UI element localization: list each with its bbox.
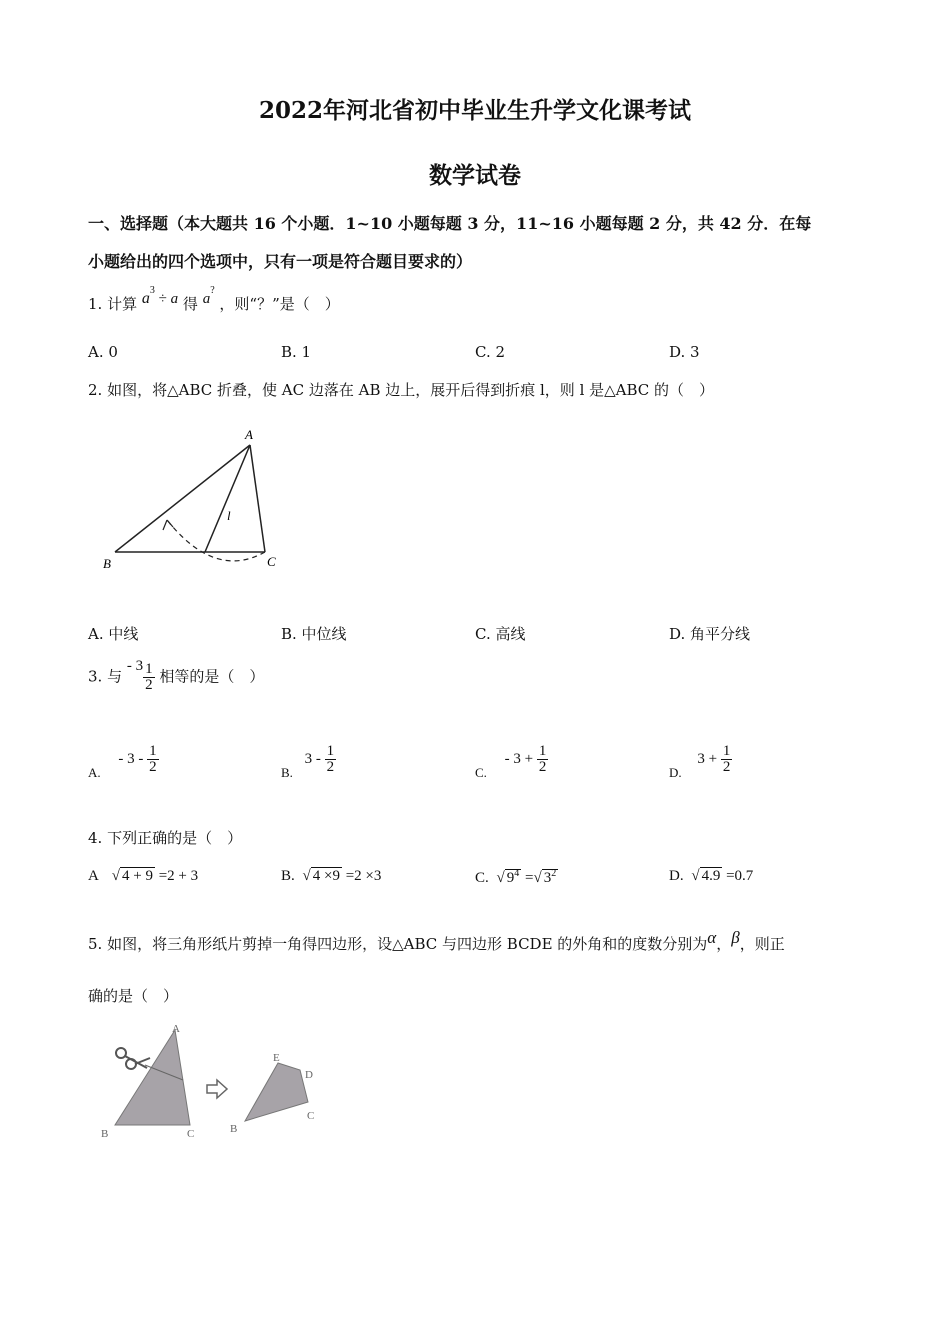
q1-option-a: A. 0: [88, 343, 118, 361]
label-b2: B: [230, 1123, 238, 1135]
q3-num: 1: [145, 661, 153, 677]
q4-b-radicand: 4 ×9: [312, 868, 340, 884]
q5-text-b: ，则正: [739, 935, 785, 953]
q4-c-radicand: [505, 869, 522, 886]
q4-option-c: C. √ $9^4$ =√ $3^2$: [475, 868, 557, 886]
q4-b-rest: =2 ×3: [341, 868, 382, 884]
q4-c-exp2: 2: [551, 868, 557, 879]
q5-figure: [95, 1020, 335, 1150]
q4-option-b: B. √ 4 ×9 =2 ×3: [281, 868, 382, 884]
q3-option-b: [281, 743, 336, 780]
q3-b-num: 1: [326, 743, 335, 759]
q3-whole: - 3: [126, 657, 144, 674]
q2-option-b: B. 中位线: [281, 625, 347, 643]
q3-option-c: [475, 743, 548, 780]
q4-c-eq: =: [521, 870, 534, 886]
transform-arrow-icon: [207, 1080, 227, 1098]
question-1: [88, 285, 340, 314]
q3-b-den: 2: [326, 759, 335, 775]
label-a: A: [172, 1023, 180, 1035]
q2-option-c: C. 高线: [475, 625, 526, 643]
q3-d-lead: 3 +: [697, 750, 718, 767]
label-b: B: [103, 556, 111, 571]
q1-prefix: 1. 计算: [88, 295, 138, 313]
side-ab: [115, 445, 250, 552]
label-c: C: [187, 1128, 195, 1140]
label-d: D: [305, 1069, 313, 1081]
q1-exp3: ?: [210, 285, 215, 296]
q4-c-base2: 3: [543, 870, 552, 886]
q4-option-d: D. √ 4.9 =0.7: [669, 868, 754, 884]
q3-c-den: 2: [538, 759, 547, 775]
q5-comma: ，: [716, 935, 732, 953]
q1-base3: a: [202, 291, 211, 307]
q3-suffix: 相等的是（ ）: [159, 667, 265, 686]
q4-c-label: C.: [475, 870, 489, 886]
q1-suffix: ，则“？”是（ ）: [219, 295, 340, 313]
q4-a-rest: =2 + 3: [154, 868, 199, 884]
side-ac: [250, 445, 265, 552]
q1-exp1: 3: [149, 285, 155, 296]
q1-base2: a: [170, 291, 179, 307]
question-4: 4. 下列正确的是（ ）: [88, 829, 243, 847]
q4-option-a: A √ 4 + 9 =2 + 3: [88, 868, 199, 884]
q1-option-d: D. 3: [669, 343, 700, 361]
crease-line-l: [205, 445, 250, 552]
q5-text-a: 5. 如图，将三角形纸片剪掉一角得四边形，设△ABC 与四边形 BCDE 的外角和的度数分别为: [88, 935, 708, 953]
q3-b-label: B.: [281, 764, 293, 780]
q5-alpha: α: [707, 928, 717, 947]
label-a: A: [245, 427, 253, 442]
q3-c-label: C.: [475, 764, 487, 780]
q3-c-frac: [537, 744, 549, 775]
q3-c-num: 1: [538, 743, 547, 759]
q3-option-a: [88, 743, 159, 780]
q3-b-lead: 3 -: [304, 750, 321, 767]
q3-c-lead: - 3 +: [504, 750, 534, 767]
fold-arrow-head: [163, 520, 173, 530]
question-5-line2: 确的是（ ）: [88, 987, 179, 1005]
q3-den: 2: [145, 677, 153, 693]
q2-option-a: A. 中线: [88, 625, 139, 643]
q4-d-rest: =0.7: [722, 868, 754, 884]
question-2: 2. 如图，将△ABC 折叠，使 AC 边落在 AB 边上，展开后得到折痕 l，则 l 是△ABC 的（ ）: [88, 381, 715, 399]
q3-b-frac: [325, 744, 337, 775]
q1-option-c: C. 2: [475, 343, 506, 361]
q5-beta: β: [731, 928, 740, 947]
section-header-line1: 一、选择题（本大题共 16 个小题．1~10 小题每题 3 分，11~16 小题每题 2 分，共 42 分．在每: [88, 214, 812, 233]
q4-c-exp: 4: [514, 868, 520, 879]
label-b: B: [101, 1128, 109, 1140]
quadrilateral-bcde: [245, 1063, 308, 1121]
q3-d-frac: [721, 744, 733, 775]
q2-option-d: D. 角平分线: [669, 625, 751, 643]
q3-fraction: [143, 662, 155, 693]
label-e: E: [273, 1052, 280, 1064]
q1-option-b: B. 1: [281, 343, 312, 361]
exam-subtitle: 数学试卷: [429, 162, 521, 189]
q4-a-radicand: 4 + 9: [122, 868, 153, 884]
q4-a-label: A: [88, 868, 99, 884]
q4-d-radicand: 4.9: [701, 868, 721, 884]
q4-c-base: 9: [506, 870, 515, 886]
q3-a-label: A.: [88, 764, 101, 780]
scissors-icon: [116, 1048, 150, 1069]
q1-mid: 得: [182, 295, 198, 313]
label-l: l: [227, 508, 231, 523]
q4-b-label: B.: [281, 868, 295, 884]
q3-prefix: 3. 与: [88, 667, 123, 686]
label-c2: C: [307, 1110, 315, 1122]
q3-d-label: D.: [669, 764, 682, 780]
q4-d-label: D.: [669, 868, 684, 884]
q3-a-num: 1: [149, 743, 157, 759]
question-5-line1: [88, 928, 785, 954]
q3-d-num: 1: [722, 743, 731, 759]
q3-option-d: [669, 743, 732, 780]
q2-triangle-figure: [95, 420, 295, 580]
q3-d-den: 2: [722, 759, 731, 775]
section-header-line2: 小题给出的四个选项中，只有一项是符合题目要求的）: [88, 252, 473, 271]
q4-c-radicand2: [542, 869, 559, 886]
q1-div: ÷: [154, 291, 171, 307]
q3-a-den: 2: [149, 759, 157, 775]
q3-a-frac: [147, 744, 159, 775]
question-3: [88, 657, 265, 693]
label-c: C: [267, 554, 276, 569]
q3-a-lead: - 3 -: [118, 750, 144, 767]
triangle-abc: [115, 1030, 190, 1125]
q1-base1: a: [141, 290, 150, 307]
exam-title: 2022年河北省初中毕业生升学文化课考试: [258, 97, 691, 124]
